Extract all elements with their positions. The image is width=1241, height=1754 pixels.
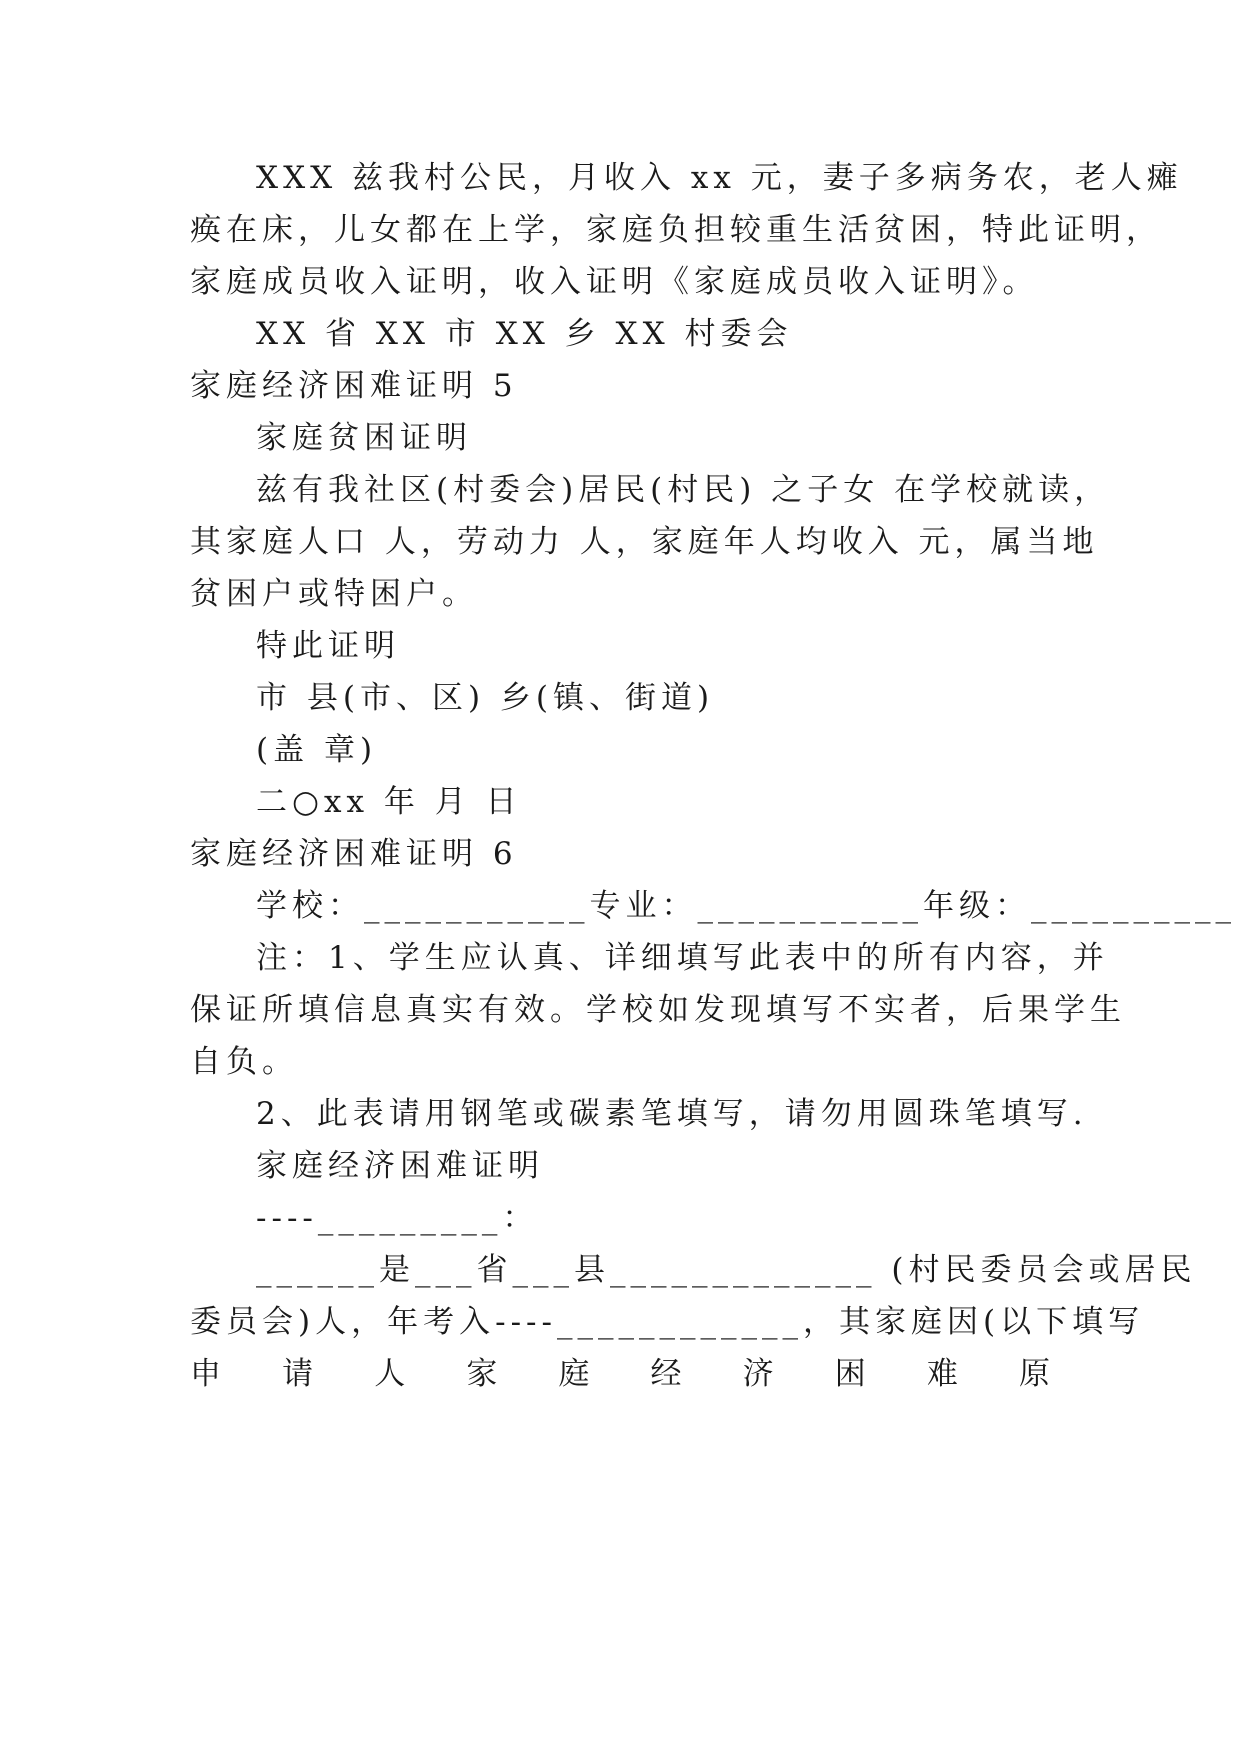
paragraph-line: 家庭成员收入证明，收入证明《家庭成员收入证明》。 bbox=[190, 264, 1039, 300]
justified-char: 申 bbox=[190, 1356, 221, 1392]
paragraph-line: 贫困户或特困户。 bbox=[190, 576, 478, 612]
paragraph-line: 兹有我社区(村委会)居民(村民) 之子女 在学校就读， bbox=[256, 472, 1111, 508]
paragraph-line: 痪在床，儿女都在上学，家庭负担较重生活贫困，特此证明， bbox=[190, 212, 1162, 248]
justified-line bbox=[190, 1354, 1050, 1394]
justified-char: 经 bbox=[650, 1356, 682, 1392]
justified-char: 庭 bbox=[558, 1356, 590, 1392]
form-fields-line: 学校：___________专业：___________年级：__________ bbox=[256, 888, 1236, 924]
note-line: 注：1、学生应认真、详细填写此表中的所有内容，并 bbox=[256, 940, 1109, 976]
date-line: 二○xx 年 月 日 bbox=[256, 784, 522, 820]
closing-line: 特此证明 bbox=[256, 628, 400, 664]
section-heading: 家庭经济困难证明 6 bbox=[190, 836, 518, 872]
justified-char: 困 bbox=[834, 1356, 866, 1392]
paragraph-line: 委员会)人，年考入----____________，其家庭因(以下填写 bbox=[190, 1304, 1145, 1340]
note-line: 保证所填信息真实有效。学校如发现填写不实者，后果学生 bbox=[190, 992, 1126, 1028]
paragraph-line: 其家庭人口 人，劳动力 人，家庭年人均收入 元，属当地 bbox=[190, 524, 1099, 560]
justified-char: 原 bbox=[1018, 1356, 1050, 1392]
note-line: 2、此表请用钢笔或碳素笔填写，请勿用圆珠笔填写. bbox=[256, 1096, 1088, 1132]
paragraph-line: ______是___省___县_____________ (村民委员会或居民 bbox=[256, 1252, 1197, 1288]
document-title: 家庭经济困难证明 bbox=[256, 1148, 544, 1184]
addressee-line: ----_________： bbox=[256, 1200, 539, 1236]
justified-char: 难 bbox=[926, 1356, 958, 1392]
paragraph-line: XXX 兹我村公民，月收入 xx 元，妻子多病务农，老人瘫 bbox=[256, 160, 1183, 196]
seal-line: (盖 章) bbox=[256, 732, 378, 768]
section-heading: 家庭经济困难证明 5 bbox=[190, 368, 518, 404]
justified-char: 人 bbox=[374, 1356, 406, 1392]
signature-line: XX 省 XX 市 XX 乡 XX 村委会 bbox=[256, 316, 793, 352]
justified-char: 济 bbox=[742, 1356, 774, 1392]
note-line: 自负。 bbox=[190, 1044, 298, 1080]
region-line: 市 县(市、区) 乡(镇、街道) bbox=[256, 680, 715, 716]
document-title: 家庭贫困证明 bbox=[256, 420, 472, 456]
justified-char: 请 bbox=[282, 1356, 314, 1392]
justified-char: 家 bbox=[466, 1356, 498, 1392]
